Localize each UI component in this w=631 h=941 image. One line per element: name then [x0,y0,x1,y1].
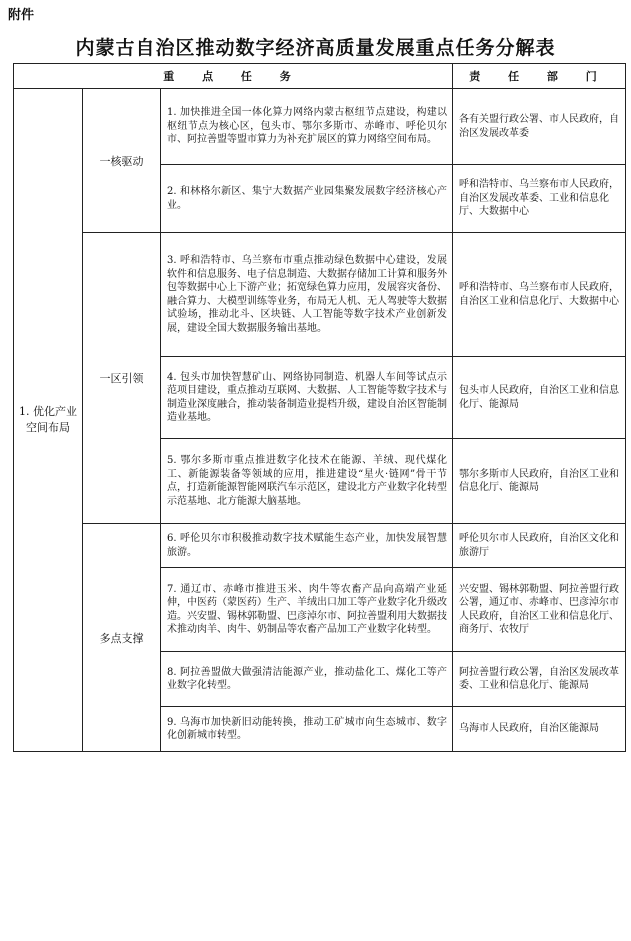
group-cell: 一区引领 [83,233,161,524]
task-cell: 6. 呼伦贝尔市积极推动数字技术赋能生态产业，加快发展智慧旅游。 [161,524,453,568]
task-cell: 4. 包头市加快智慧矿山、网络协同制造、机器人车间等试点示范项目建设，重点推动互联网、大数据、人工智能等数字技术与制造业深度融合，推动装备制造业提档升级，建设自治区智能制造业基地。 [161,357,453,439]
page-title: 内蒙古自治区推动数字经济高质量发展重点任务分解表 [75,37,556,59]
task-cell: 8. 阿拉善盟做大做强清洁能源产业，推动盐化工、煤化工等产业数字化转型。 [161,652,453,707]
responsible-cell: 呼伦贝尔市人民政府，自治区文化和旅游厅 [453,524,626,568]
task-cell: 3. 呼和浩特市、乌兰察布市重点推动绿色数据中心建设，发展软件和信息服务、电子信息制造、大数据存储加工计算和服务外包等数据中心上下游产业；拓宽绿色算力应用，发展容灾备份、融合算力、大模型训练等业务，布局无人机、无人驾驶等大数据试验场，推动北斗、区块链、人工智能等数字技术产业创新发展，建设全国大数据服务输出基地。 [161,233,453,357]
responsible-cell: 鄂尔多斯市人民政府，自治区工业和信息化厅、能源局 [453,439,626,524]
task-cell: 2. 和林格尔新区、集宁大数据产业园集聚发展数字经济核心产业。 [161,165,453,233]
task-table [13,63,626,752]
table-header-row [14,64,626,89]
responsible-cell: 呼和浩特市、乌兰察布市人民政府，自治区发展改革委、工业和信息化厅、大数据中心 [453,165,626,233]
group-cell: 多点支撑 [83,524,161,752]
task-cell: 5. 鄂尔多斯市重点推进数字化技术在能源、羊绒、现代煤化工、新能源装备等领域的应用，推进建设“星火·链网”骨干节点，打造新能源智能网联汽车示范区，建设北方产业数字化转型示范基地、北方能源大脑基地。 [161,439,453,524]
table-row [14,233,626,357]
header-tasks: 重 点 任 务 [14,64,453,89]
responsible-cell: 乌海市人民政府，自治区能源局 [453,707,626,752]
responsible-cell: 包头市人民政府，自治区工业和信息化厅、能源局 [453,357,626,439]
task-cell: 7. 通辽市、赤峰市推进玉米、肉牛等农畜产品向高端产业延伸，中医药（蒙医药）生产、羊绒出口加工等产业数字化升级改造。兴安盟、锡林郭勒盟、巴彦淖尔市、阿拉善盟利用大数据技术推动肉羊、肉牛、奶制品等农畜产品加工产业数字化转型。 [161,568,453,652]
task-cell: 9. 乌海市加快新旧动能转换，推动工矿城市向生态城市、数字化创新城市转型。 [161,707,453,752]
category-cell: 1. 优化产业空间布局 [14,89,83,752]
responsible-cell: 兴安盟、锡林郭勒盟、阿拉善盟行政公署，通辽市、赤峰市、巴彦淖尔市人民政府，自治区工业和信息化厅、商务厅、农牧厅 [453,568,626,652]
attachment-label: 附件 [8,8,35,23]
table-row [14,89,626,165]
responsible-cell: 呼和浩特市、乌兰察布市人民政府，自治区工业和信息化厅、大数据中心 [453,233,626,357]
task-cell: 1. 加快推进全国一体化算力网络内蒙古枢纽节点建设，构建以枢纽节点为核心区，包头市、鄂尔多斯市、赤峰市、呼伦贝尔市、阿拉善盟等盟市算力为补充扩展区的算力网络空间布局。 [161,89,453,165]
header-responsible: 责 任 部 门 [453,64,626,89]
group-cell: 一核驱动 [83,89,161,233]
table-row [14,524,626,568]
responsible-cell: 各有关盟行政公署、市人民政府，自治区发展改革委 [453,89,626,165]
responsible-cell: 阿拉善盟行政公署，自治区发展改革委、工业和信息化厅、能源局 [453,652,626,707]
